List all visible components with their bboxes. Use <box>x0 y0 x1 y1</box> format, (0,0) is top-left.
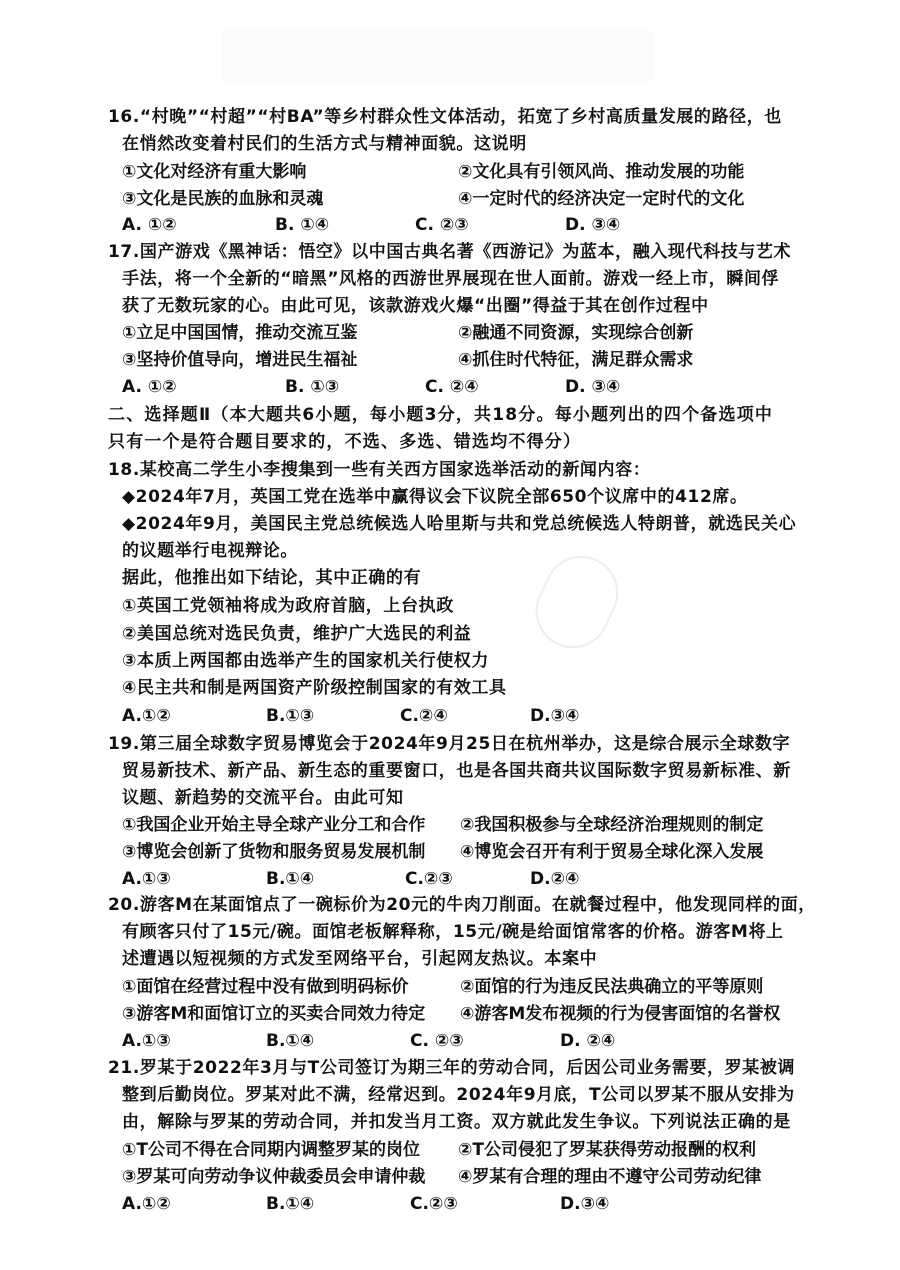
faint-watermark <box>524 544 631 660</box>
q18-choice-b: B.①③ <box>266 706 315 726</box>
q21-stem-line-2: 整到后勤岗位。罗某对此不满，经常迟到。2024年9月底，T公司以罗某不服从安排为 <box>122 1085 795 1105</box>
q16-choice-b: B. ①④ <box>275 215 330 235</box>
q20-item-3: ③游客M和面馆订立的买卖合同效力待定 <box>122 1004 426 1024</box>
q21-item-2: ②T公司侵犯了罗某获得劳动报酬的权利 <box>458 1140 756 1160</box>
q18-line-3: ◆2024年9月，美国民主党总统候选人哈里斯与共和党总统候选人特朗普，就选民关心 <box>122 514 797 534</box>
q19-stem-line-3: 议题、新趋势的交流平台。由此可知 <box>122 788 404 808</box>
q17-choice-b: B. ①③ <box>285 377 340 397</box>
q20-choice-d: D. ②④ <box>560 1031 616 1051</box>
q17-stem-line-1: 17.国产游戏《黑神话：悟空》以中国古典名著《西游记》为蓝本，融入现代科技与艺术 <box>108 242 792 262</box>
q16-item-4: ④一定时代的经济决定一定时代的文化 <box>458 189 745 209</box>
q19-stem-line-2: 贸易新技术、新产品、新生态的重要窗口，也是各国共商共议国际数字贸易新标准、新 <box>122 761 791 781</box>
q18-line-5: 据此，他推出如下结论，其中正确的有 <box>122 568 422 588</box>
header-blank-area <box>222 30 654 82</box>
q19-choice-d: D.②④ <box>530 869 580 889</box>
q18-line-1: 18.某校高二学生小李搜集到一些有关西方国家选举活动的新闻内容： <box>108 460 651 480</box>
q19-item-3: ③博览会创新了货物和服务贸易发展机制 <box>122 842 426 862</box>
q19-choice-a: A.①③ <box>122 869 171 889</box>
q17-item-1: ①立足中国国情，推动交流互鉴 <box>122 323 358 343</box>
q19-choice-b: B.①④ <box>266 869 315 889</box>
q20-item-1: ①面馆在经营过程中没有做到明码标价 <box>122 977 409 997</box>
q18-choice-c: C.②④ <box>400 706 448 726</box>
q16-choice-a: A. ①② <box>122 215 177 235</box>
q21-item-4: ④罗某有合理的理由不遵守公司劳动纪律 <box>458 1167 762 1187</box>
q17-choice-a: A. ①② <box>122 377 177 397</box>
q17-item-4: ④抓住时代特征，满足群众需求 <box>458 350 694 370</box>
q17-item-3: ③坚持价值导向，增进民生福祉 <box>122 350 358 370</box>
q20-item-2: ②面馆的行为违反民法典确立的平等原则 <box>460 977 764 997</box>
q18-item-4: ④民主共和制是两国资产阶级控制国家的有效工具 <box>122 678 507 698</box>
q17-choice-c: C. ②④ <box>425 377 479 397</box>
q17-item-2: ②融通不同资源，实现综合创新 <box>458 323 694 343</box>
q19-stem-line-1: 19.第三届全球数字贸易博览会于2024年9月25日在杭州举办，这是综合展示全球数字 <box>108 734 791 754</box>
q20-stem-line-2: 有顾客只付了15元/碗。面馆老板解释称，15元/碗是给面馆常客的价格。游客M将上 <box>122 922 784 942</box>
q16-item-3: ③文化是民族的血脉和灵魂 <box>122 189 324 209</box>
q18-item-3: ③本质上两国都由选举产生的国家机关行使权力 <box>122 651 489 671</box>
q21-choice-a: A.①② <box>122 1194 171 1214</box>
q16-stem-line-2: 在悄然改变着村民们的生活方式与精神面貌。这说明 <box>122 134 527 154</box>
q20-item-4: ④游客M发布视频的行为侵害面馆的名誉权 <box>460 1004 781 1024</box>
q16-choice-c: C. ②③ <box>415 215 469 235</box>
q20-choice-c: C. ②③ <box>410 1031 464 1051</box>
q20-choice-b: B.①④ <box>266 1031 315 1051</box>
q20-stem-line-3: 述遭遇以短视频的方式发至网络平台，引起网友热议。本案中 <box>122 949 598 969</box>
q19-item-4: ④博览会召开有利于贸易全球化深入发展 <box>460 842 764 862</box>
q16-item-2: ②文化具有引领风尚、推动发展的功能 <box>458 162 745 182</box>
q19-item-2: ②我国积极参与全球经济治理规则的制定 <box>460 815 764 835</box>
q18-line-2: ◆2024年7月，英国工党在选举中赢得议会下议院全部650个议席中的412席。 <box>122 487 748 507</box>
q18-item-2: ②美国总统对选民负责，维护广大选民的利益 <box>122 624 472 644</box>
q17-stem-line-2: 手法，将一个全新的“暗黑”风格的西游世界展现在世人面前。游戏一经上市，瞬间俘 <box>122 269 780 289</box>
q16-item-1: ①文化对经济有重大影响 <box>122 162 307 182</box>
q19-item-1: ①我国企业开始主导全球产业分工和合作 <box>122 815 426 835</box>
q19-choice-c: C.②③ <box>405 869 453 889</box>
q20-stem-line-1: 20.游客M在某面馆点了一碗标价为20元的牛肉刀削面。在就餐过程中，他发现同样的面， <box>108 895 816 915</box>
q18-choice-d: D.③④ <box>530 706 580 726</box>
q18-choice-a: A.①② <box>122 706 171 726</box>
q16-choice-d: D. ③④ <box>565 215 621 235</box>
q17-choice-d: D. ③④ <box>565 377 621 397</box>
q21-choice-b: B.①④ <box>266 1194 315 1214</box>
q21-stem-line-1: 21.罗某于2022年3月与T公司签订为期三年的劳动合同，后因公司业务需要，罗某被调 <box>108 1058 796 1078</box>
q18-line-4: 的议题举行电视辩论。 <box>122 541 298 561</box>
section-2-line-1: 二、选择题Ⅱ（本大题共6小题，每小题3分，共18分。每小题列出的四个备选项中 <box>108 405 774 425</box>
q21-item-3: ③罗某可向劳动争议仲裁委员会申请仲裁 <box>122 1167 426 1187</box>
q20-choice-a: A.①③ <box>122 1031 171 1051</box>
q21-choice-d: D.③④ <box>560 1194 610 1214</box>
q21-item-1: ①T公司不得在合同期内调整罗某的岗位 <box>122 1140 420 1160</box>
q18-item-1: ①英国工党领袖将成为政府首脑，上台执政 <box>122 596 454 616</box>
q21-stem-line-3: 由，解除与罗某的劳动合同，并扣发当月工资。双方就此发生争议。下列说法正确的是 <box>122 1112 791 1132</box>
section-2-line-2: 只有一个是符合题目要求的，不选、多选、错选均不得分） <box>108 432 582 452</box>
q21-choice-c: C.②③ <box>410 1194 458 1214</box>
q17-stem-line-3: 获了无数玩家的心。由此可见，该款游戏火爆“出圈”得益于其在创作过程中 <box>122 296 709 316</box>
q16-stem-line-1: 16.“村晚”“村超”“村BA”等乡村群众性文体活动，拓宽了乡村高质量发展的路径，也 <box>108 107 782 127</box>
